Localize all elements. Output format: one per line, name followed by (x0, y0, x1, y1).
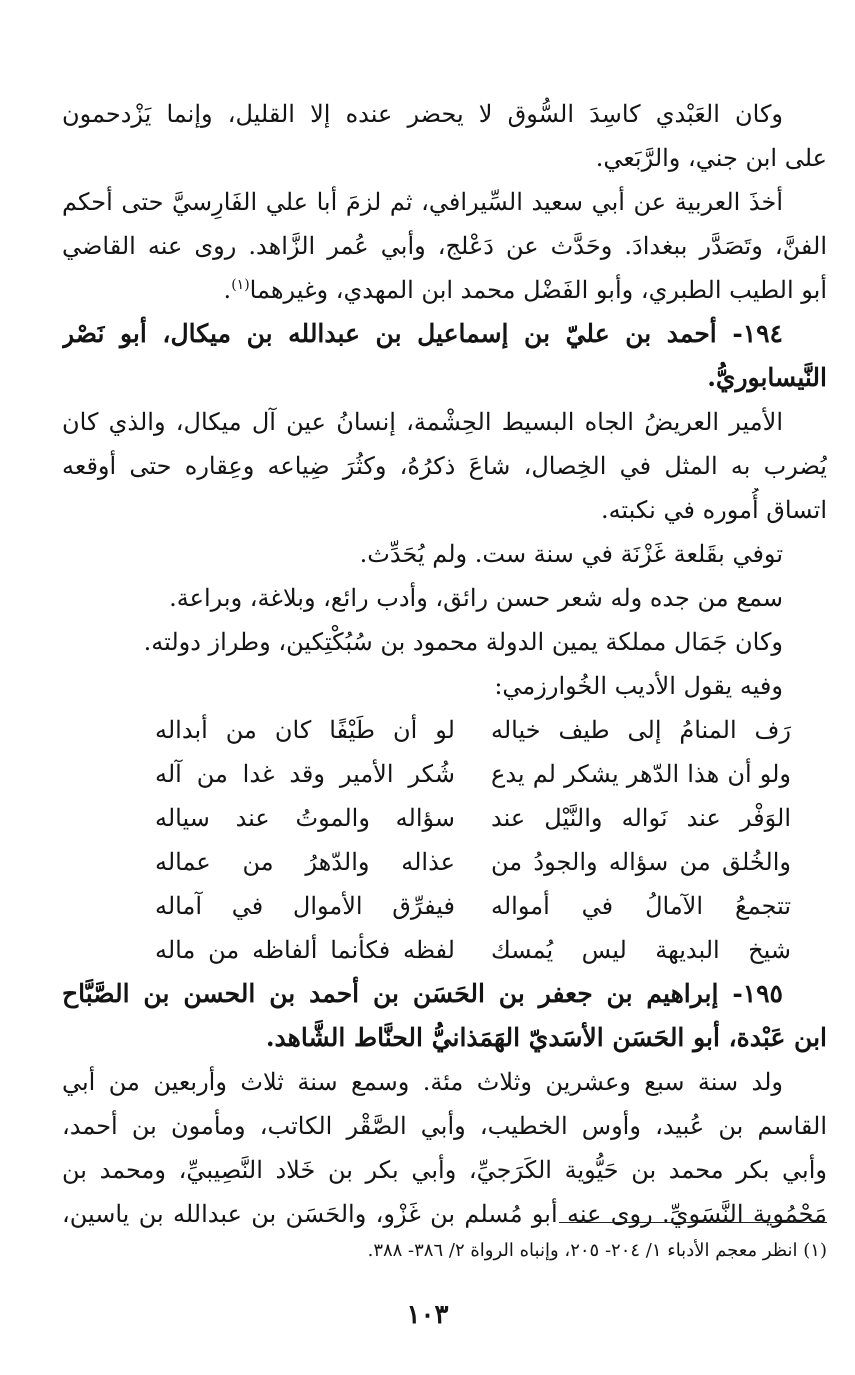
text-line: يُضرب به المثل في الخِصال، شاعَ ذكرُهُ، وكثُرَ ضِياعه وعِقاره حتى أوقعه (62, 452, 827, 480)
poem-verse (62, 884, 827, 928)
poem-verse (62, 840, 827, 884)
text-line: اتساق أُموره في نكبته. (600, 496, 827, 524)
verse-hemistich: عذاله والدّهرُ من عماله (155, 848, 455, 876)
poem-verse (62, 928, 827, 972)
verse-hemistich: الوَفْر عند نَواله والنَّيْل عند (491, 804, 791, 832)
entry-heading-195-cont: ابن عَبْدة، أبو الحَسَن الأسَديّ الهَمَذانيُّ الحنَّاط الشَّاهد. (265, 1023, 827, 1052)
poem-verse (62, 752, 827, 796)
text-span: . (223, 276, 232, 304)
verse-hemistich: شيخ البديهة ليس يُمسك (491, 936, 791, 964)
entry-heading-194: ١٩٤- أحمد بن عليّ بن إسماعيل بن عبدالله بن ميكال، أبو نَصْر (62, 319, 783, 348)
verse-hemistich: والخُلق من سؤاله والجودُ من (491, 848, 791, 876)
text-line: توفي بقَلعة غَزْنَة في سنة ست. ولم يُحَدِّث. (359, 540, 783, 568)
verse-hemistich: فيفرِّق الأموال في آماله (155, 892, 455, 920)
verse-hemistich: لفظه فكأنما ألفاظه من ماله (155, 936, 455, 964)
entry-heading-195: ١٩٥- إبراهيم بن جعفر بن الحَسَن بن أحمد بن الحسن بن الصَّبَّاح (62, 979, 783, 1008)
text-line: وفيه يقول الأديب الخُوارزمي: (494, 672, 783, 700)
verse-hemistich: تتجمعُ الآمالُ في أمواله (491, 892, 791, 920)
verse-hemistich: سؤاله والموتُ عند سياله (155, 804, 455, 832)
text-span: أبو الطيب الطبري، وأبو الفَضْل محمد ابن المهدي، وغيرهما (249, 276, 827, 304)
text-line: وأبي بكر محمد بن حَيُّوية الكَرَجيِّ، وأبي بكر بن خَلاد النَّصِيبيِّ، ومحمد بن (62, 1156, 827, 1184)
page-number: ١٠٣ (406, 1300, 449, 1330)
text-line: الفنَّ، وتَصَدَّر ببغدادَ. وحَدَّث عن دَعْلج، وأبي عُمر الزَّاهد. روى عنه القاضي (62, 232, 827, 260)
verse-hemistich: لو أن طَيْفًا كان من أبداله (155, 716, 455, 744)
verse-hemistich: ولو أن هذا الدّهر يشكر لم يدع (491, 760, 791, 788)
text-line: الأمير العريضُ الجاه البسيط الحِشْمة، إنسانُ عين آل ميكال، والذي كان (62, 408, 783, 436)
text-line: سمع من جده وله شعر حسن رائق، وأدب رائع، وبلاغة، وبراعة. (169, 584, 783, 612)
footnote: (١) انظر معجم الأدباء ١/ ٢٠٤- ٢٠٥، وإنباه الرواة ٢/ ٣٨٦- ٣٨٨. (367, 1240, 827, 1261)
footnote-divider (559, 1222, 827, 1223)
text-line: على ابن جني، والرَّبَعي. (595, 144, 827, 172)
text-line: أخذَ العربية عن أبي سعيد السِّيرافي، ثم لزمَ أبا علي الفَارِسيَّ حتى أحكم (62, 188, 783, 216)
text-line: القاسم بن عُبيد، وأوس الخطيب، وأبي الصَّقْر الكاتب، ومأمون بن أحمد، (62, 1112, 827, 1140)
text-line: وكان جَمَال مملكة يمين الدولة محمود بن سُبُكْتِكين، وطراز دولته. (143, 628, 783, 656)
entry-heading-194-cont: النَّيسابوريُّ. (707, 363, 827, 392)
page-body (62, 92, 827, 1236)
poem-verse (62, 708, 827, 752)
verse-hemistich: شُكر الأمير وقد غدا من آله (155, 760, 455, 788)
text-line: وكان العَبْدي كاسِدَ السُّوق لا يحضر عنده إلا القليل، وإنما يَزْدحمون (62, 100, 783, 128)
poem-verse (62, 796, 827, 840)
text-line: ولد سنة سبع وعشرين وثلاث مئة. وسمع سنة ثلاث وأربعين من أبي (62, 1068, 783, 1096)
text-line: مَحْمُوية النَّسَويِّ. روى عنه أبو مُسلم بن غَزْو، والحَسَن بن عبدالله بن ياسين، (62, 1200, 827, 1228)
text-line-with-note (62, 268, 827, 312)
verse-hemistich: رَف المنامُ إلى طيف خياله (491, 716, 791, 744)
footnote-marker: (١) (231, 277, 250, 293)
